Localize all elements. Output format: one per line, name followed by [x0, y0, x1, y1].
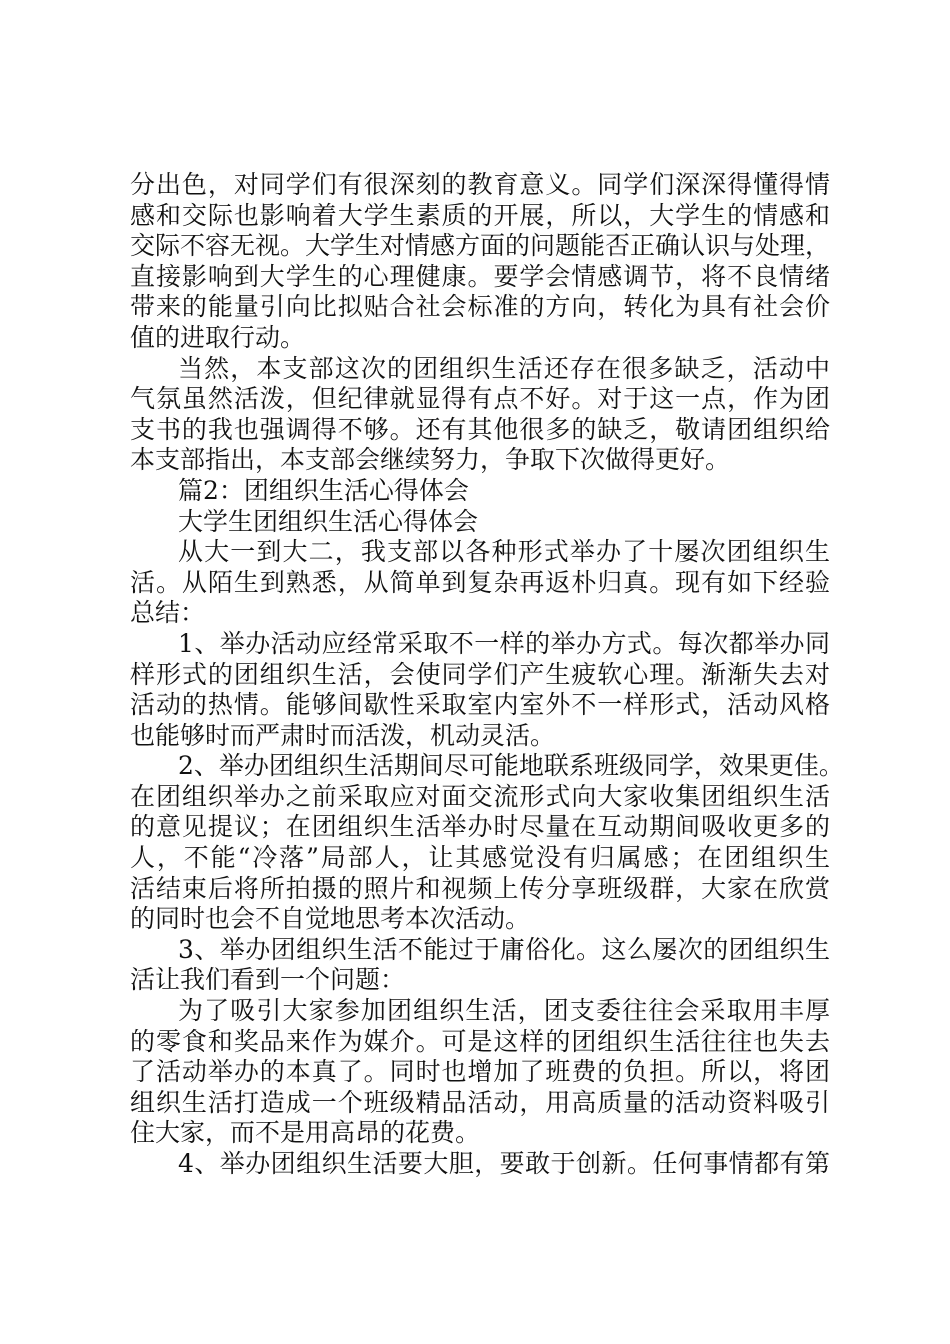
text-line: 篇2：团组织生活心得体会 — [178, 475, 469, 505]
text-line: 本支部指出，本支部会继续努力，争取下次做得更好。 — [130, 445, 731, 475]
text-line: 也能够时而严肃时而活泼，机动灵活。 — [130, 720, 556, 750]
text-line: 值的进取行动。 — [130, 322, 306, 352]
text-line: 活。从陌生到熟悉，从简单到复杂再返朴归真。现有如下经验 — [130, 567, 830, 597]
text-line: 带来的能量引向比拟贴合社会标准的方向，转化为具有社会价 — [130, 292, 830, 322]
text-line: 感和交际也影响着大学生素质的开展，所以，大学生的情感和 — [130, 200, 830, 230]
text-line: 直接影响到大学生的心理健康。要学会情感调节，将不良情绪 — [130, 261, 830, 291]
text-line: 2、举办团组织生活期间尽可能地联系班级同学，效果更佳。 — [178, 751, 844, 781]
text-line: 交际不容无视。大学生对情感方面的问题能否正确认识与处理， — [130, 231, 831, 261]
text-line: 样形式的团组织生活，会使同学们产生疲软心理。渐渐失去对 — [130, 659, 830, 689]
text-line: 活让我们看到一个问题： — [130, 965, 406, 995]
text-line: 1、举办活动应经常采取不一样的举办方式。每次都举办同 — [178, 628, 830, 658]
text-line: 人，不能“冷落”局部人，让其感觉没有归属感；在团组织生 — [130, 843, 830, 873]
text-line: 在团组织举办之前采取应对面交流形式向大家收集团组织生活 — [130, 781, 830, 811]
text-line: 活结束后将所拍摄的照片和视频上传分享班级群，大家在欣赏 — [130, 873, 830, 903]
text-line: 住大家，而不是用高昂的花费。 — [130, 1118, 481, 1148]
text-line: 4、举办团组织生活要大胆，要敢于创新。任何事情都有第 — [178, 1149, 830, 1178]
text-line: 的意见提议；在团组织生活举办时尽量在互动期间吸收更多的 — [130, 812, 830, 842]
text-line: 支书的我也强调得不够。还有其他很多的缺乏，敬请团组织给 — [130, 414, 830, 444]
text-line: 大学生团组织生活心得体会 — [178, 506, 479, 536]
text-line: 当然，本支部这次的团组织生活还存在很多缺乏，活动中 — [178, 353, 830, 383]
text-line: 为了吸引大家参加团组织生活，团支委往往会采取用丰厚 — [178, 996, 830, 1026]
text-line: 气氛虽然活泼，但纪律就显得有点不好。对于这一点，作为团 — [130, 384, 830, 414]
text-line: 的零食和奖品来作为媒介。可是这样的团组织生活往往也失去 — [130, 1026, 830, 1056]
text-line: 分出色，对同学们有很深刻的教育意义。同学们深深得懂得情 — [130, 170, 830, 199]
text-line: 组织生活打造成一个班级精品活动，用高质量的活动资料吸引 — [130, 1087, 830, 1117]
document-body — [130, 170, 844, 1180]
text-line: 从大一到大二，我支部以各种形式举办了十屡次团组织生 — [178, 537, 830, 567]
text-line: 活动的热情。能够间歇性采取室内室外不一样形式，活动风格 — [130, 690, 830, 720]
text-line: 3、举办团组织生活不能过于庸俗化。这么屡次的团组织生 — [178, 934, 830, 964]
text-line: 了活动举办的本真了。同时也增加了班费的负担。所以，将团 — [130, 1057, 830, 1087]
text-line: 的同时也会不自觉地思考本次活动。 — [130, 904, 531, 934]
text-line: 总结： — [130, 598, 206, 628]
